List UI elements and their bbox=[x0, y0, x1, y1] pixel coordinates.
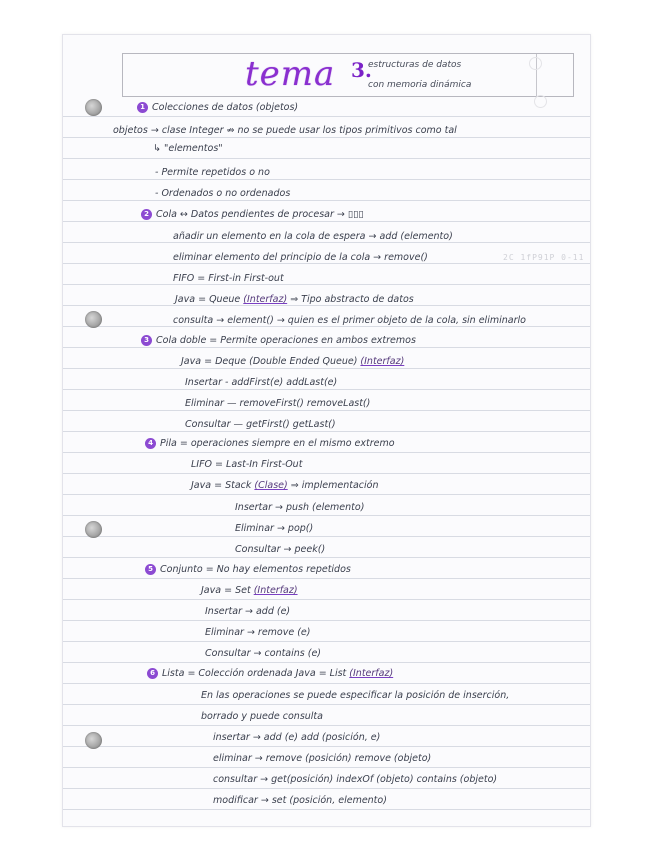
note-line: insertar → add (e) add (posición, e) bbox=[213, 732, 381, 743]
ruled-line bbox=[63, 431, 590, 432]
section-marker-2: 2 bbox=[141, 209, 152, 220]
note-line: Java = Deque (Double Ended Queue) (Interfaz) bbox=[181, 356, 405, 367]
ruled-line bbox=[63, 704, 590, 705]
note-line: Eliminar → pop() bbox=[235, 523, 314, 534]
binder-hole bbox=[85, 311, 102, 328]
ruled-line bbox=[63, 662, 590, 663]
ruled-line bbox=[63, 725, 590, 726]
ruled-line bbox=[63, 536, 590, 537]
ruled-line bbox=[63, 179, 590, 180]
note-line: - Ordenados o no ordenados bbox=[155, 188, 291, 199]
note-line: 5 Conjunto = No hay elementos repetidos bbox=[145, 564, 351, 575]
ruled-line bbox=[63, 599, 590, 600]
binder-hole bbox=[85, 99, 102, 116]
note-line: Insertar → push (elemento) bbox=[235, 502, 365, 513]
section-marker-5: 5 bbox=[145, 564, 156, 575]
section-marker-1: 1 bbox=[137, 102, 148, 113]
ruled-line bbox=[63, 326, 590, 327]
ruled-line bbox=[63, 809, 590, 810]
note-line: eliminar elemento del principio de la cola → remove() bbox=[173, 252, 428, 263]
ruled-line bbox=[63, 242, 590, 243]
ruled-line bbox=[63, 578, 590, 579]
ruled-line bbox=[63, 347, 590, 348]
faint-circle-icon bbox=[529, 57, 542, 70]
note-line: En las operaciones se puede especificar la posición de inserción, bbox=[201, 690, 510, 701]
note-line: modificar → set (posición, elemento) bbox=[213, 795, 387, 806]
subtitle-line-1: estructuras de datos bbox=[368, 60, 462, 70]
note-line: Consultar → contains (e) bbox=[205, 648, 322, 659]
ruled-line bbox=[63, 473, 590, 474]
faint-circle-icon bbox=[534, 95, 547, 108]
ruled-line bbox=[63, 683, 590, 684]
note-line: Java = Queue (Interfaz) ⇒ Tipo abstracto de datos bbox=[175, 294, 414, 305]
note-line: Insertar → add (e) bbox=[205, 606, 291, 617]
note-line: 6 Lista = Colección ordenada Java = List (Interfaz) bbox=[147, 668, 393, 679]
ruled-line bbox=[63, 767, 590, 768]
ruled-line bbox=[63, 137, 590, 138]
ruled-line bbox=[63, 746, 590, 747]
note-line: Java = Set (Interfaz) bbox=[201, 585, 298, 596]
note-line: Consultar → peek() bbox=[235, 544, 326, 555]
subtitle-line-2: con memoria dinámica bbox=[368, 80, 472, 90]
note-line: objetos → clase Integer ⇏ no se puede usar los tipos primitivos como tal bbox=[113, 125, 457, 136]
ruled-line bbox=[63, 368, 590, 369]
ruled-line bbox=[63, 410, 590, 411]
note-line: Consultar — getFirst() getLast() bbox=[185, 419, 336, 430]
note-line: 2 Cola ↔ Datos pendientes de procesar → ▯▯▯ bbox=[141, 209, 364, 220]
note-line: eliminar → remove (posición) remove (objeto) bbox=[213, 753, 432, 764]
ruled-line bbox=[63, 263, 590, 264]
ruled-line bbox=[63, 200, 590, 201]
note-line: 4 Pila = operaciones siempre en el mismo extremo bbox=[145, 438, 395, 449]
note-line: LIFO = Last-In First-Out bbox=[191, 459, 303, 470]
note-line: consultar → get(posición) indexOf (objeto) contains (objeto) bbox=[213, 774, 498, 785]
bleed-through-text: 2C 1fP91P 0-11 bbox=[503, 253, 585, 262]
ruled-line bbox=[63, 305, 590, 306]
ruled-line bbox=[63, 557, 590, 558]
note-line: borrado y puede consulta bbox=[201, 711, 323, 722]
notebook-page bbox=[62, 34, 591, 827]
note-line: consulta → element() → quien es el primer objeto de la cola, sin eliminarlo bbox=[173, 315, 526, 326]
section-marker-3: 3 bbox=[141, 335, 152, 346]
title-number: 3. bbox=[351, 58, 372, 82]
note-line: ↳ "elementos" bbox=[153, 143, 223, 154]
note-line: - Permite repetidos o no bbox=[155, 167, 270, 178]
note-line: Eliminar — removeFirst() removeLast() bbox=[185, 398, 371, 409]
note-line: Java = Stack (Clase) ⇒ implementación bbox=[191, 480, 379, 491]
ruled-line bbox=[63, 494, 590, 495]
ruled-line bbox=[63, 515, 590, 516]
note-line: FIFO = First-in First-out bbox=[173, 273, 284, 284]
binder-hole bbox=[85, 732, 102, 749]
note-line: 1 Colecciones de datos (objetos) bbox=[137, 102, 298, 113]
note-line: Eliminar → remove (e) bbox=[205, 627, 311, 638]
ruled-line bbox=[63, 389, 590, 390]
ruled-line bbox=[63, 158, 590, 159]
section-marker-4: 4 bbox=[145, 438, 156, 449]
note-line: 3 Cola doble = Permite operaciones en ambos extremos bbox=[141, 335, 416, 346]
header-box bbox=[122, 53, 574, 97]
ruled-line bbox=[63, 221, 590, 222]
page-title: tema bbox=[245, 54, 336, 94]
ruled-line bbox=[63, 284, 590, 285]
ruled-line bbox=[63, 116, 590, 117]
note-line: añadir un elemento en la cola de espera → add (elemento) bbox=[173, 231, 453, 242]
section-marker-6: 6 bbox=[147, 668, 158, 679]
note-line: Insertar - addFirst(e) addLast(e) bbox=[185, 377, 338, 388]
ruled-line bbox=[63, 452, 590, 453]
ruled-line bbox=[63, 641, 590, 642]
ruled-line bbox=[63, 788, 590, 789]
binder-hole bbox=[85, 521, 102, 538]
ruled-line bbox=[63, 620, 590, 621]
